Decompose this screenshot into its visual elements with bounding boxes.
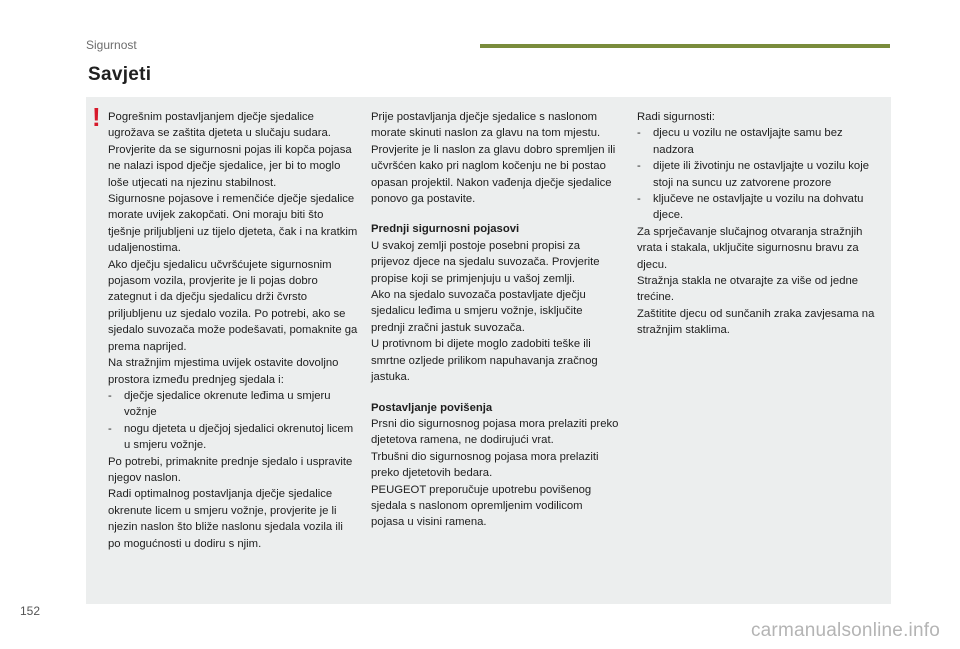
paragraph: Na stražnjim mjestima uvijek ostavite dovoljno prostora između prednjeg sjedala i: xyxy=(108,357,339,386)
column-middle xyxy=(371,109,619,531)
warning-icon: ! xyxy=(92,102,101,132)
paragraph: Pogrešnim postavljanjem dječje sjedalice ugrožava se zaštita djeteta u slučaju sudara. xyxy=(108,111,331,140)
subheading: Prednji sigurnosni pojasovi xyxy=(371,223,520,236)
column-right xyxy=(637,109,882,339)
paragraph: Ako dječju sjedalicu učvršćujete sigurnosnim pojasom vozila, provjerite je li pojas dobro zategnut i da dječju sjedalicu drži čvrsto priljubljenu uz sjedalo vozila. Po potrebi, ako se sjedalo suvozača može podešavati, pomaknite ga prema naprijed. xyxy=(108,258,358,353)
paragraph: Prije postavljanja dječje sjedalice s naslonom morate skinuti naslon za glavu na tom mjestu. Provjerite je li naslon za glavu dobro spremljen ili učvršćen kako pri naglom kočenju ne bi postao opasan projektil. Nakon vađenja dječje sjedalice ponovo ga postavite. xyxy=(371,111,616,206)
paragraph: Ako na sjedalo suvozača postavljate dječju sjedalicu leđima u smjeru vožnje, isključite prednji zračni jastuk suvozača. xyxy=(371,289,586,334)
page-title: Savjeti xyxy=(88,64,152,85)
paragraph: Trbušni dio sigurnosnog pojasa mora prelaziti preko djetetovih bedara. xyxy=(371,450,599,480)
bullet-dash: - xyxy=(637,193,641,206)
bullet-dash: - xyxy=(108,422,112,435)
paragraph: Sigurnosne pojasove i remenčiće dječje sjedalice morate uvijek zakopčati. Oni moraju biti što tješnje priljubljeni uz tijelo djeteta, čak i na kratkim udaljenostima. xyxy=(108,193,358,255)
column-left xyxy=(108,109,358,552)
page-number: 152 xyxy=(20,604,41,618)
list-item: - dječje sjedalice okrenute leđima u smjeru vožnje xyxy=(108,389,331,419)
paragraph: Stražnja stakla ne otvarajte za više od jedne trećine. xyxy=(637,275,859,304)
paragraph: U protivnom bi dijete moglo zadobiti teške ili smrtne ozljede prilikom napuhavanja zračnog jastuka. xyxy=(371,338,598,384)
section-label: Sigurnost xyxy=(86,38,137,52)
paragraph: PEUGEOT preporučuje upotrebu povišenog sjedala s naslonom opremljenim vodilicom pojasa u visini ramena. xyxy=(371,483,592,529)
paragraph: Radi optimalnog postavljanja dječje sjedalice okrenute licem u smjeru vožnje, provjerite je li njezin naslon što bliže naslonu sjedala vozila ili po mogućnosti u dodiru s njim. xyxy=(108,488,343,550)
list-item: - nogu djeteta u dječjoj sjedalici okrenutoj licem u smjeru vožnje. xyxy=(108,422,354,452)
bullet-dash: - xyxy=(108,389,112,402)
paragraph: Radi sigurnosti: xyxy=(637,111,715,123)
paragraph: Zaštitite djecu od sunčanih zraka zavjesama na stražnjim staklima. xyxy=(637,307,875,337)
section-divider-bar xyxy=(480,44,890,48)
subheading: Postavljanje povišenja xyxy=(371,401,493,414)
paragraph: Po potrebi, primaknite prednje sjedalo i uspravite njegov naslon. xyxy=(108,455,353,484)
list-item: - djecu u vozilu ne ostavljajte samu bez nadzora xyxy=(637,127,843,156)
paragraph: Za sprječavanje slučajnog otvaranja stražnjih vrata i stakala, uključite sigurnosnu bravu za djecu. xyxy=(637,225,863,271)
paragraph: U svakoj zemlji postoje posebni propisi za prijevoz djece na sjedalu suvozača. Provjerite propise koji se primjenjuju u vašoj zemlji. xyxy=(371,239,600,285)
bullet-dash: - xyxy=(637,160,641,173)
bullet-dash: - xyxy=(637,127,641,140)
paragraph: Prsni dio sigurnosnog pojasa mora prelaziti preko djetetova ramena, ne dodirujući vrat. xyxy=(371,417,619,447)
list-item: - ključeve ne ostavljajte u vozilu na dohvatu djece. xyxy=(637,193,864,222)
paragraph: Provjerite da se sigurnosni pojas ili kopča pojasa ne nalazi ispod dječje sjedalice, jer bi to moglo loše utjecati na njezinu stabilnost. xyxy=(108,143,352,189)
list-item: - dijete ili životinju ne ostavljajte u vozilu koje stoji na suncu uz zatvorene prozore xyxy=(637,160,870,189)
watermark: carmanualsonline.info xyxy=(750,620,940,641)
